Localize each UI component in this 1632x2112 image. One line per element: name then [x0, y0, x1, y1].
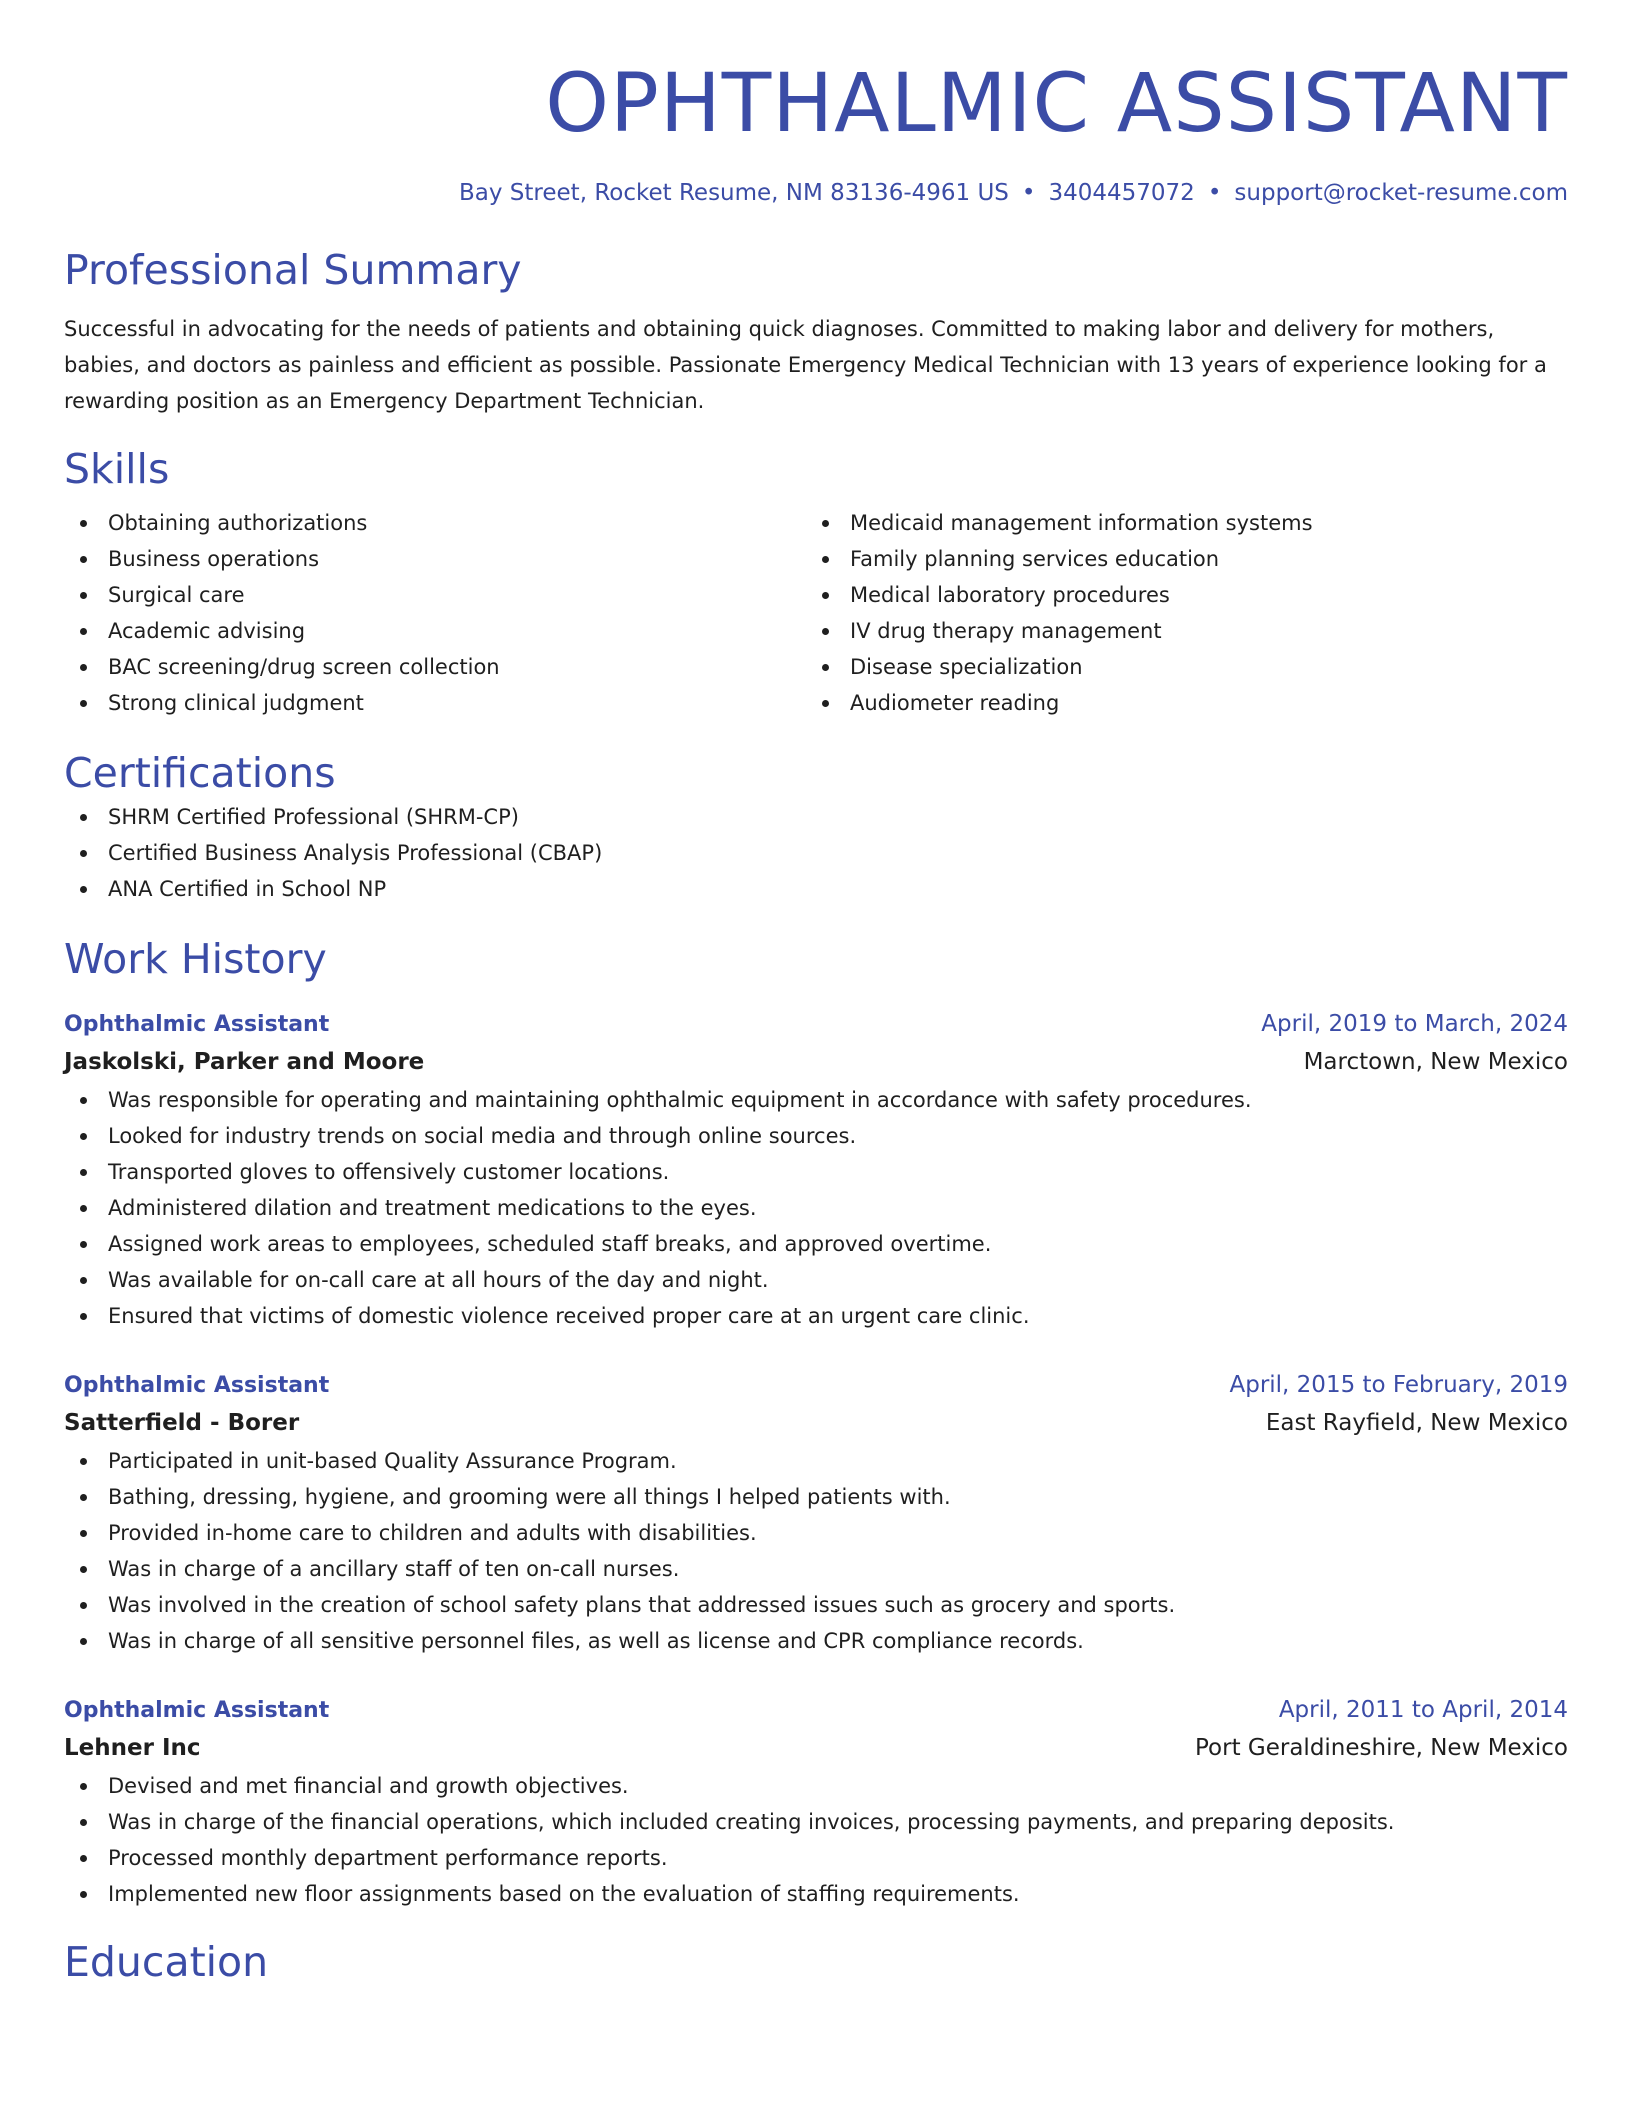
job-company: Jaskolski, Parker and Moore — [64, 1049, 425, 1075]
job-company: Lehner Inc — [64, 1735, 201, 1761]
job-duty: Looked for industry trends on social media and through online sources. — [64, 1118, 1568, 1154]
skill-item: IV drug therapy management — [806, 613, 1548, 649]
job-duty: Was responsible for operating and maintaining ophthalmic equipment in accordance with safety procedures. — [64, 1082, 1568, 1118]
contact-line — [64, 178, 1568, 208]
contact-separator: • — [1021, 180, 1036, 206]
job-duty: Was available for on-call care at all hours of the day and night. — [64, 1262, 1568, 1298]
education-heading: Education — [64, 1938, 269, 1986]
job-duty: Was in charge of a ancillary staff of ten on-call nurses. — [64, 1551, 1568, 1587]
resume-page — [64, 0, 1568, 1988]
skills-list-left — [64, 505, 806, 721]
job-entry — [64, 1693, 1568, 1912]
summary-text: Successful in advocating for the needs of patients and obtaining quick diagnoses. Committed to making labor and delivery for mothers, babies, and doctors as painless and efficient as possible. Passionate Emergency Medical Technician with 13 years of experience looking for a rewarding position as an Emergency Department Technician. — [64, 317, 1547, 413]
job-dates: April, 2019 to March, 2024 — [1261, 1011, 1568, 1037]
skill-item: Academic advising — [64, 613, 806, 649]
work-history-heading: Work History — [64, 935, 327, 983]
job-duty: Bathing, dressing, hygiene, and grooming were all things I helped patients with. — [64, 1479, 1568, 1515]
skills-columns — [64, 505, 1568, 721]
skill-item: Audiometer reading — [806, 685, 1548, 721]
contact-address: Bay Street, Rocket Resume, NM 83136-4961 US — [459, 180, 1009, 206]
job-duty: Provided in-home care to children and adults with disabilities. — [64, 1515, 1568, 1551]
job-duty: Was involved in the creation of school safety plans that addressed issues such as grocery and sports. — [64, 1587, 1568, 1623]
job-title: Ophthalmic Assistant — [64, 1373, 330, 1398]
certification-item: ANA Certified in School NP — [64, 871, 1568, 907]
skill-item: BAC screening/drug screen collection — [64, 649, 806, 685]
job-duty: Was in charge of all sensitive personnel files, as well as license and CPR compliance records. — [64, 1623, 1568, 1659]
skills-list-right — [806, 505, 1548, 721]
job-duty: Transported gloves to offensively customer locations. — [64, 1154, 1568, 1190]
job-location: East Rayfield, New Mexico — [1265, 1410, 1568, 1436]
job-title: Ophthalmic Assistant — [64, 1012, 330, 1037]
certification-item: SHRM Certified Professional (SHRM-CP) — [64, 799, 1568, 835]
skill-item: Medical laboratory procedures — [806, 577, 1548, 613]
skill-item: Business operations — [64, 541, 806, 577]
job-duty: Administered dilation and treatment medications to the eyes. — [64, 1190, 1568, 1226]
contact-phone: 3404457072 — [1048, 180, 1195, 206]
certification-item: Certified Business Analysis Professional (CBAP) — [64, 835, 1568, 871]
certifications-heading: Certifications — [64, 749, 336, 797]
skills-heading: Skills — [64, 445, 170, 493]
contact-separator: • — [1207, 180, 1222, 206]
job-entry — [64, 1007, 1568, 1334]
skill-item: Strong clinical judgment — [64, 685, 806, 721]
job-duties-list — [64, 1768, 1568, 1912]
job-duty: Ensured that victims of domestic violence received proper care at an urgent care clinic. — [64, 1298, 1568, 1334]
job-location: Port Geraldineshire, New Mexico — [1195, 1735, 1568, 1761]
job-location: Marctown, New Mexico — [1303, 1049, 1568, 1075]
job-entry — [64, 1368, 1568, 1659]
skill-item: Disease specialization — [806, 649, 1548, 685]
contact-email: support@rocket-resume.com — [1234, 180, 1568, 206]
skill-item: Surgical care — [64, 577, 806, 613]
job-title: Ophthalmic Assistant — [64, 1698, 330, 1723]
job-duties-list — [64, 1443, 1568, 1659]
job-duty: Implemented new floor assignments based on the evaluation of staffing requirements. — [64, 1876, 1568, 1912]
job-duty: Devised and met financial and growth objectives. — [64, 1768, 1568, 1804]
certifications-list — [64, 799, 1568, 907]
job-duty: Processed monthly department performance reports. — [64, 1840, 1568, 1876]
job-duty: Assigned work areas to employees, scheduled staff breaks, and approved overtime. — [64, 1226, 1568, 1262]
job-duty: Participated in unit-based Quality Assurance Program. — [64, 1443, 1568, 1479]
skill-item: Medicaid management information systems — [806, 505, 1548, 541]
summary-heading: Professional Summary — [64, 246, 522, 294]
job-dates: April, 2011 to April, 2014 — [1278, 1697, 1568, 1723]
job-dates: April, 2015 to February, 2019 — [1229, 1372, 1568, 1398]
resume-name-heading: OPHTHALMIC ASSISTANT — [545, 57, 1568, 151]
job-duties-list — [64, 1082, 1568, 1334]
skill-item: Obtaining authorizations — [64, 505, 806, 541]
skill-item: Family planning services education — [806, 541, 1548, 577]
job-duty: Was in charge of the financial operations, which included creating invoices, processing payments, and preparing deposits. — [64, 1804, 1568, 1840]
job-company: Satterfield - Borer — [64, 1410, 300, 1436]
